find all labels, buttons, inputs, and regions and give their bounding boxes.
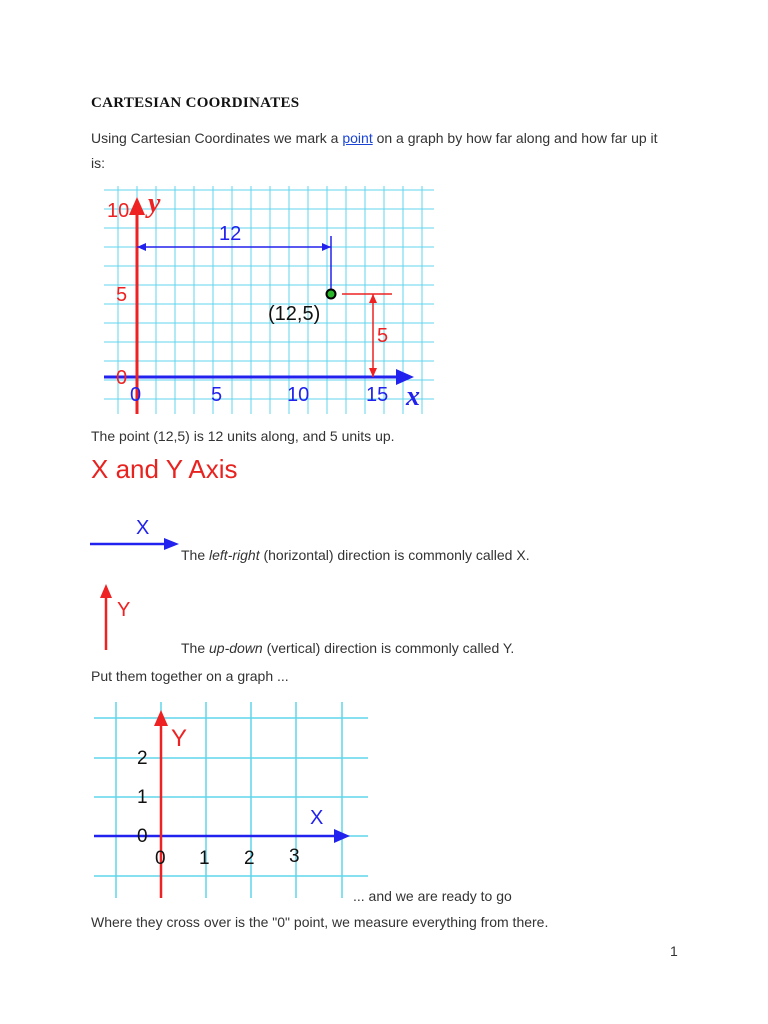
document-title: CARTESIAN COORDINATES [91,95,300,111]
point-caption: The point (12,5) is 12 units along, and 5 units up. [91,428,395,444]
x-tick-0: 0 [130,384,142,406]
x-tick-10: 10 [287,384,310,406]
x-arrow-label: X [136,517,150,539]
plotted-point [327,290,336,299]
x-direction-arrow-icon [90,515,180,553]
simple-x-axis [94,829,350,843]
ready-text: ... and we are ready to go [353,888,512,904]
intro-text-before: Using Cartesian Coordinates we mark a [91,130,343,146]
simple-y-axis-label: Y [171,725,188,752]
y-axis-label: y [148,188,161,219]
simple-x-tick-2: 2 [244,848,255,869]
x-tick-5: 5 [211,384,223,406]
section-heading: X and Y Axis [91,454,238,484]
y-direction-text: The up-down (vertical) direction is commonly called Y. [181,640,515,656]
intro-text-after: on a graph by how far along and how far up it is: [91,130,658,171]
up-label: 5 [377,325,389,347]
point-label: (12,5) [268,303,321,325]
intro-paragraph [91,126,671,176]
y-arrow-label: Y [117,599,131,621]
simple-axes-figure [94,702,368,898]
simple-x-tick-1: 1 [199,848,210,869]
simple-y-axis [154,710,168,898]
simple-y-tick-0: 0 [137,826,148,847]
crossing-text: Where they cross over is the "0" point, we measure everything from there. [91,914,549,930]
x-tick-15: 15 [366,384,389,406]
simple-x-axis-label: X [310,807,324,829]
x-axis-label: x [406,381,420,412]
simple-grid [94,702,368,898]
y-tick-10: 10 [107,200,130,222]
up-down-term: up-down [209,640,263,656]
y-direction-arrow-icon [96,582,140,652]
y-tick-0: 0 [116,367,128,389]
simple-x-tick-3: 3 [289,846,300,867]
simple-x-tick-0: 0 [155,848,166,869]
coordinate-graph-figure [104,186,434,414]
point-link[interactable]: point [342,130,373,146]
together-text: Put them together on a graph ... [91,668,289,684]
page-number: 1 [670,943,678,959]
simple-y-tick-2: 2 [137,748,148,769]
simple-y-tick-1: 1 [137,787,148,808]
left-right-term: left-right [209,547,260,563]
x-direction-text: The left-right (horizontal) direction is commonly called X. [181,547,530,563]
along-label: 12 [219,223,242,245]
y-tick-5: 5 [116,284,128,306]
